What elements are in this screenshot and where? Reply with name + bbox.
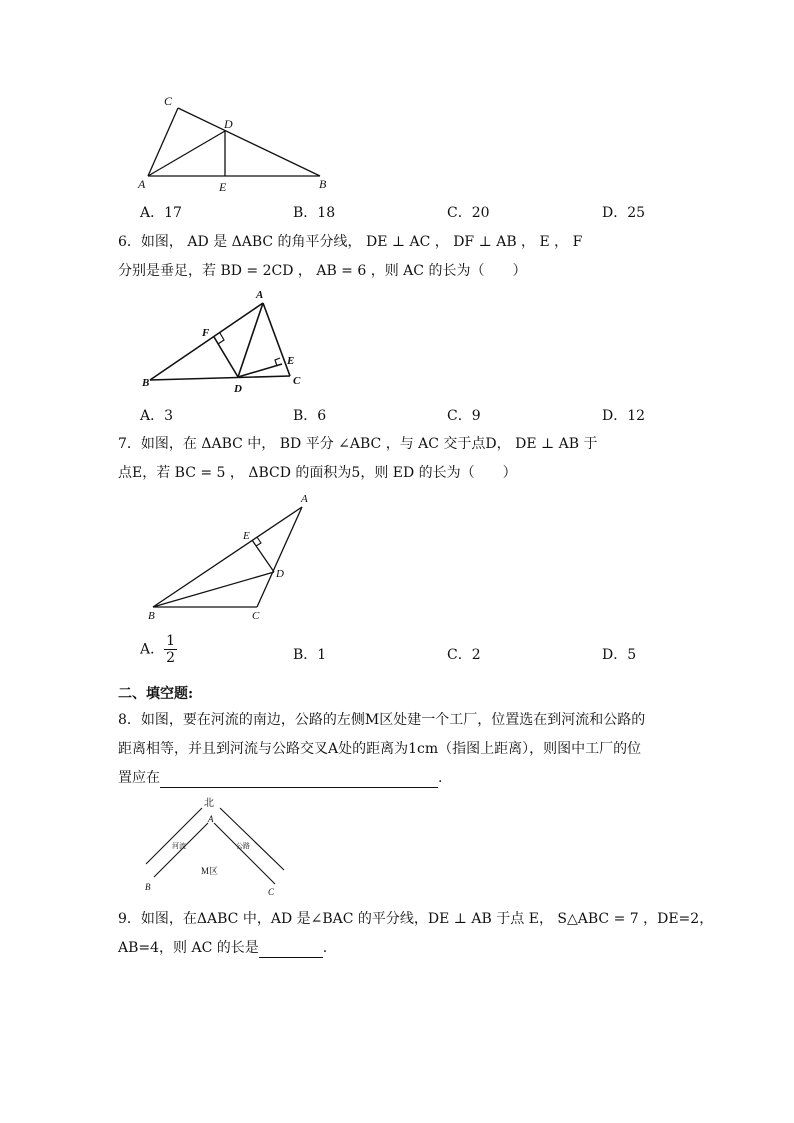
q6-figure: [138, 286, 318, 396]
q6-label-b: B: [142, 377, 150, 389]
q6-option-a: A．3: [140, 408, 174, 424]
q6-label-e: E: [287, 355, 295, 367]
q9-text-line2-prefix: AB=4，则 AC 的长是: [118, 940, 259, 956]
q6-text-line2: 分别是垂足，若 BD = 2CD ， AB = 6 ，则 AC 的长为（ ）: [118, 263, 527, 279]
q7-segment-bd: [153, 572, 274, 607]
q6-option-d: D．12: [602, 408, 646, 424]
q9-text-line2-suffix: .: [322, 940, 328, 956]
q5-segment-ad: [148, 131, 225, 176]
q5-label-a: A: [138, 177, 146, 191]
q7-text-line2: 点E，若 BC = 5 ， ΔBCD 的面积为5，则 ED 的长为（ ）: [118, 465, 517, 481]
q7-option-d: D．5: [602, 647, 637, 663]
q5-option-a: A．17: [140, 205, 182, 221]
q8-text-line3-suffix: .: [438, 770, 443, 786]
q7-option-c: C．2: [447, 647, 481, 663]
q8-label-c: C: [268, 887, 275, 897]
q7-figure: [140, 490, 320, 625]
q8-river-inner: [154, 823, 208, 877]
q7-option-a-denominator: 2: [166, 650, 176, 666]
q6-option-b: B．6: [293, 408, 327, 424]
q9-text-line1: 9．如图，在ΔABC 中，AD 是∠BAC 的平分线，DE ⊥ AB 于点 E， S△ABC = 7 ，DE=2，: [118, 911, 714, 927]
q7-option-a-fraction: [164, 633, 177, 666]
q5-label-e: E: [219, 180, 227, 194]
q8-text-line2: 距离相等，并且到河流与公路交叉A处的距离为1cm（指图上距离），则图中工厂的位: [118, 741, 642, 757]
q5-side-ac: [148, 108, 178, 176]
q8-label-river: 河流: [172, 842, 186, 850]
q8-text-line3-prefix: 置应在: [118, 770, 160, 786]
q7-option-b: B．1: [293, 647, 327, 663]
q5-label-c: C: [164, 94, 173, 108]
q6-text-line1: 6．如图， AD 是 ΔABC 的角平分线， DE ⊥ AC ， DF ⊥ AB ， E ， F: [118, 234, 583, 250]
q6-side-bc: [150, 376, 290, 380]
q6-option-c: C．9: [447, 408, 481, 424]
q5-label-b: B: [319, 177, 327, 191]
q9-answer-blank[interactable]: [259, 939, 323, 958]
q8-label-a: A: [208, 814, 214, 824]
q5-figure: [130, 88, 350, 198]
q7-option-a-prefix: A．: [140, 641, 165, 658]
q8-river-outer: [146, 808, 202, 864]
q6-label-c: C: [293, 375, 301, 387]
q5-option-d: D．25: [602, 205, 646, 221]
q5-option-c: C．20: [447, 205, 490, 221]
q8-label-region: M区: [201, 866, 219, 876]
q7-option-a-numerator: 1: [166, 633, 176, 649]
q6-label-d: D: [234, 383, 242, 395]
q6-segment-ad: [238, 303, 263, 377]
q7-label-c: C: [252, 610, 260, 622]
q8-text-line1: 8．如图，要在河流的南边，公路的左侧M区处建一个工厂，位置选在到河流和公路的: [118, 712, 646, 728]
q7-label-a: A: [301, 493, 308, 505]
q6-label-a: A: [256, 289, 264, 301]
q7-right-angle-e: [256, 537, 261, 546]
q9-text-line2: [118, 938, 327, 958]
q6-side-ab: [150, 303, 263, 380]
q6-segment-df: [214, 337, 238, 377]
q6-segment-de: [238, 364, 282, 377]
q7-label-d: D: [276, 568, 284, 580]
q7-label-e: E: [243, 530, 250, 542]
q5-label-d: D: [224, 117, 233, 131]
q8-answer-blank[interactable]: [160, 769, 438, 788]
q8-label-north: 北: [204, 798, 214, 809]
section-title-fill-in: 二、填空题:: [118, 686, 194, 702]
q8-label-b: B: [145, 882, 151, 892]
q7-segment-de: [252, 540, 274, 572]
q8-label-road: 公路: [236, 842, 250, 850]
q5-side-cb: [178, 108, 320, 176]
q7-label-b: B: [148, 610, 155, 622]
q6-label-f: F: [202, 327, 210, 339]
q7-text-line1: 7．如图，在 ΔABC 中， BD 平分 ∠ABC ，与 AC 交于点D， DE ⊥ AB 于: [118, 436, 598, 452]
q6-right-angle-f: [218, 333, 224, 344]
q8-text-line3: [118, 768, 442, 788]
q8-figure: [140, 794, 290, 899]
q7-option-a: [140, 633, 177, 666]
q5-option-b: B．18: [293, 205, 336, 221]
